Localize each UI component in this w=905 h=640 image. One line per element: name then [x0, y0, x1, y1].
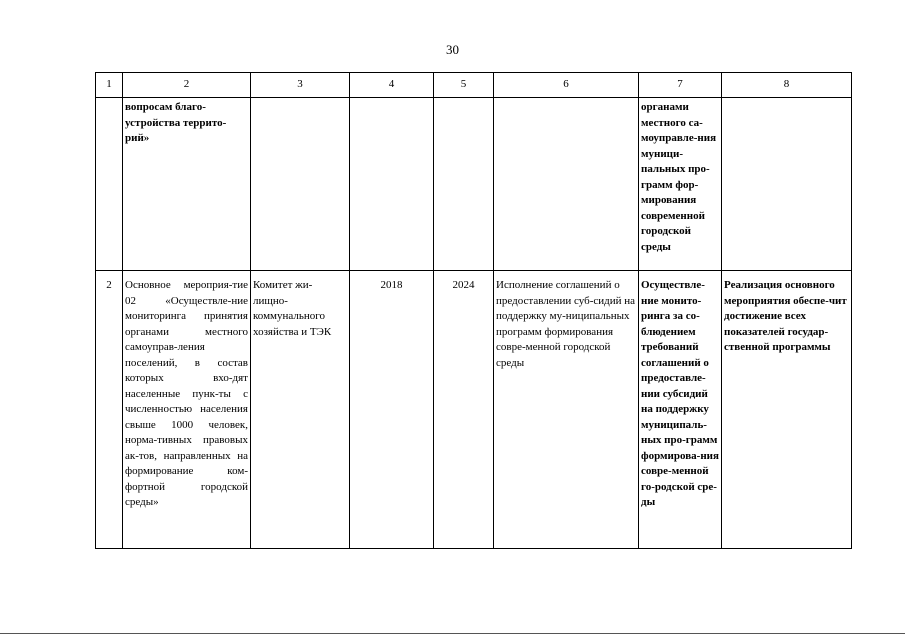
cell-measure-name: Основное мероприя-тие 02 «Осуществле-ние мониторинга принятия органами местного самоуправ-ления поселений, в состав которых вхо-дят населенные пунк-ты с численностью населения свыше 1000 человек, норма-тивных правовых ак-тов, направленных на формирование ком-фортной городской среды» [123, 271, 251, 549]
header-col-2: 2 [123, 73, 251, 98]
cell-executor: Комитет жи-лищно-коммунального хозяйства и ТЭК [251, 271, 350, 549]
header-col-4: 4 [350, 73, 434, 98]
header-col-7: 7 [639, 73, 722, 98]
program-measures-table [95, 72, 852, 549]
cell-consequences: органами местного са-моуправле-ния муници-пальных про-грамм фор-мирования современной городской среды [639, 98, 722, 271]
cell-end-year [434, 98, 494, 271]
header-col-8: 8 [722, 73, 852, 98]
page-bottom-rule [0, 633, 905, 634]
cell-measure-name: вопросам благо-устройства террито-рий» [123, 98, 251, 271]
cell-executor [251, 98, 350, 271]
cell-start-year: 2018 [350, 271, 434, 549]
cell-number: 2 [96, 271, 123, 549]
cell-link: Реализация основного мероприятия обеспе-чит достижение всех показателей государ-ственной программы [722, 271, 852, 549]
cell-end-year: 2024 [434, 271, 494, 549]
table-row-continuation [96, 98, 852, 271]
header-col-5: 5 [434, 73, 494, 98]
cell-number [96, 98, 123, 271]
cell-link [722, 98, 852, 271]
cell-expected-result [494, 98, 639, 271]
table-row-2 [96, 271, 852, 549]
header-col-3: 3 [251, 73, 350, 98]
page-number: 30 [446, 42, 459, 57]
cell-consequences: Осуществле-ние монито-ринга за со-блюдением требований соглашений о предоставле-нии субсидий на поддержку муниципаль-ных про-грамм формирова-ния совре-менной го-родской сре-ды [639, 271, 722, 549]
cell-start-year [350, 98, 434, 271]
header-col-1: 1 [96, 73, 123, 98]
header-col-6: 6 [494, 73, 639, 98]
header-row [96, 73, 852, 98]
cell-expected-result: Исполнение соглашений о предоставлении суб-сидий на поддержку му-ниципальных программ формирования совре-менной городской среды [494, 271, 639, 549]
